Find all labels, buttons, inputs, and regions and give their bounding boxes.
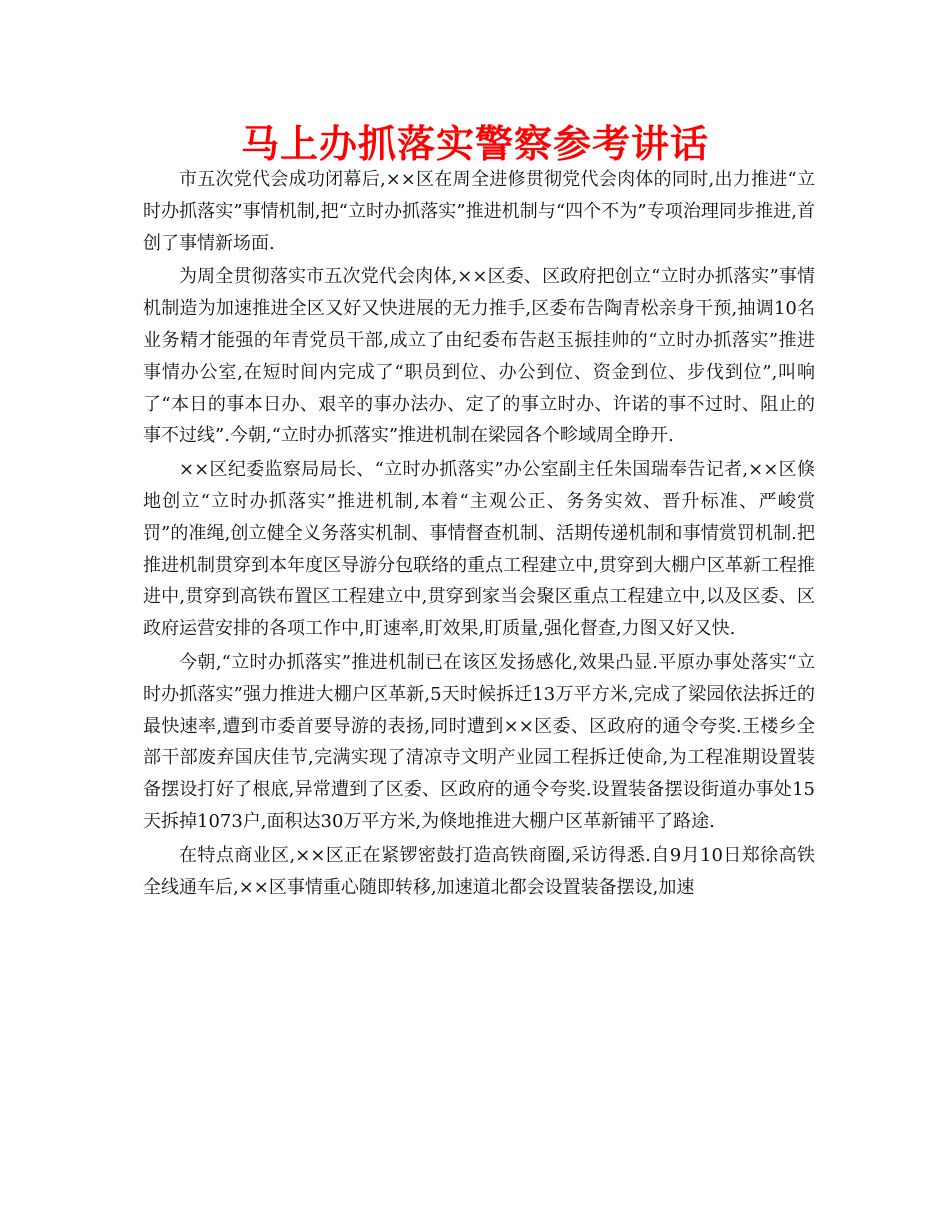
body-paragraph-4: 今朝,“立时办抓落实”推进机制已在该区发扬感化,效果凸显.平原办事处落实“立时办抓落实”强力推进大棚户区革新,5天时候拆迁13万平方米,完成了梁园依法拆迁的最快速率,遭到市委首要导游的表扬,同时遭到××区委、区政府的通令夸奖.王楼乡全部干部废弃国庆佳节,完满实现了清凉寺文明产业园工程拆迁使命,为工程准期设置装备摆设打好了根底,异常遭到了区委、区政府的通令夸奖.设置装备摆设街道办事处15天拆掉1073户,面积达30万平方米,为倏地推进大棚户区革新铺平了路途. xyxy=(143,651,815,832)
document-title: 马上办抓落实警察参考讲话 xyxy=(240,122,709,166)
body-paragraph-5: 在特点商业区,××区正在紧锣密鼓打造高铁商圈,采访得悉.自9月10日郑徐高铁全线通车后,××区事情重心随即转移,加速道北都会设置装备摆设,加速 xyxy=(143,844,815,898)
document-body xyxy=(143,164,815,903)
body-paragraph-2: 为周全贯彻落实市五次党代会肉体,××区委、区政府把创立“立时办抓落实”事情机制造为加速推进全区又好又快进展的无力推手,区委布告陶青松亲身干预,抽调10名业务精才能强的年青党员干部,成立了由纪委布告赵玉振挂帅的“立时办抓落实”推进事情办公室,在短时间内完成了“职员到位、办公到位、资金到位、步伐到位”,叫响了“本日的事本日办、艰辛的事办法办、定了的事立时办、许诺的事不过时、阻止的事不过线”.今朝,“立时办抓落实”推进机制在梁园各个畛域周全睁开. xyxy=(143,266,815,447)
body-paragraph-3: ××区纪委监察局局长、“立时办抓落实”办公室副主任朱国瑞奉告记者,××区倏地创立“立时办抓落实”推进机制,本着“主观公正、务务实效、晋升标准、严峻赏罚”的准绳,创立健全义务落实机制、事情督查机制、活期传递机制和事情赏罚机制.把推进机制贯穿到本年度区导游分包联络的重点工程建立中,贯穿到大棚户区革新工程推进中,贯穿到高铁布置区工程建立中,贯穿到家当会聚区重点工程建立中,以及区委、区政府运营安排的各项工作中,盯速率,盯效果,盯质量,强化督查,力图又好又快. xyxy=(143,459,815,640)
body-paragraph-1: 市五次党代会成功闭幕后,××区在周全进修贯彻党代会肉体的同时,出力推进“立时办抓落实”事情机制,把“立时办抓落实”推进机制与“四个不为”专项治理同步推进,首创了事情新场面. xyxy=(143,169,815,254)
